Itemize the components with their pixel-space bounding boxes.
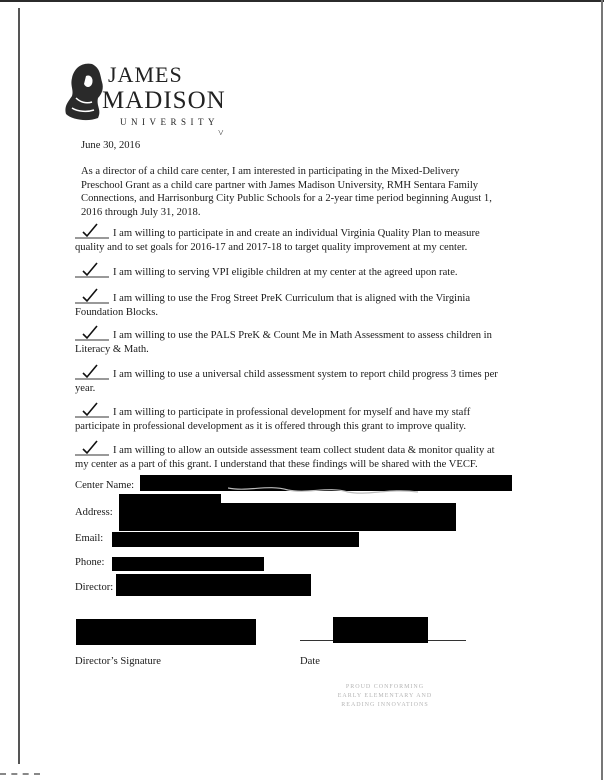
commitment-item-outside-assessment (75, 442, 495, 471)
date-redaction (333, 617, 428, 643)
commitment-item-quality-plan (75, 225, 480, 254)
footer-line: READING INNOVATIONS (341, 702, 429, 708)
footer-line: EARLY ELEMENTARY AND (337, 693, 433, 699)
stray-mark: ˅ (218, 128, 224, 139)
commitment-item-pals (75, 327, 492, 356)
letter-date: June 30, 2016 (81, 140, 141, 151)
checkmark-icon (75, 290, 113, 303)
item-text: quality and to set goals for 2016-17 and 2017-18 to target quality improvement at my center. (75, 241, 468, 253)
scan-top-edge (0, 0, 604, 2)
item-text: Foundation Blocks. (75, 306, 158, 318)
commitment-item-vpi (75, 264, 458, 280)
jmu-logo (62, 58, 226, 128)
date-label: Date (300, 656, 320, 667)
item-text: my center as a part of this grant. I understand that these findings will be shared with the VECF. (75, 458, 478, 470)
intro-line: Connections, and Harrisonburg City Public Schools for a 2-year time period beginning August 1, (81, 193, 492, 205)
signature-label: Director’s Signature (75, 656, 162, 667)
handwriting-scribble (228, 472, 468, 496)
item-text: I am willing to use the PALS PreK & Count Me in Math Assessment to assess children in (113, 330, 492, 341)
email-label: Email: (75, 533, 104, 544)
logo-university: UNIVERSITY (120, 117, 219, 127)
logo-james: JAMES (108, 62, 183, 87)
phone-redaction (112, 557, 264, 571)
item-text: I am willing to participate in professional development for myself and have my staff (113, 407, 471, 418)
item-text: year. (75, 382, 96, 394)
email-redaction (112, 532, 359, 547)
item-text: I am willing to allow an outside assessment team collect student data & monitor quality at (113, 445, 495, 456)
checkmark-icon (75, 264, 113, 277)
scan-bottom-marks (0, 773, 40, 777)
address-redaction (119, 503, 456, 531)
checkmark-icon (75, 327, 113, 340)
scan-left-edge (18, 8, 20, 764)
item-text: I am willing to use the Frog Street PreK Curriculum that is aligned with the Virginia (113, 293, 471, 304)
scan-right-edge (601, 0, 603, 780)
checkmark-icon (75, 404, 113, 417)
checkmark-icon (75, 442, 113, 455)
item-text: Literacy & Math. (75, 343, 149, 355)
intro-line: 2016 through July 31, 2018. (81, 206, 201, 218)
checkmark-icon (75, 366, 113, 379)
logo-madison: MADISON (102, 87, 226, 114)
commitment-item-professional-development (75, 404, 470, 433)
item-text: I am willing to participate in and create an individual Virginia Quality Plan to measure (113, 228, 480, 239)
director-redaction (116, 574, 311, 596)
center-name-label: Center Name: (75, 480, 135, 491)
intro-line: As a director of a child care center, I am interested in participating in the Mixed-Delivery (81, 166, 460, 177)
faint-footer-stamp (330, 683, 440, 710)
footer-line: PROUD CONFORMING (345, 684, 425, 690)
intro-paragraph (81, 165, 492, 219)
item-text: participate in professional development as it is offered through this grant to improve quality. (75, 420, 466, 432)
phone-label: Phone: (75, 557, 105, 568)
commitment-item-assessment (75, 366, 498, 395)
item-text: I am willing to serving VPI eligible children at my center at the agreed upon rate. (113, 267, 458, 278)
commitment-item-curriculum (75, 290, 470, 319)
director-label: Director: (75, 582, 114, 593)
checkmark-icon (75, 225, 113, 238)
address-label: Address: (75, 507, 113, 518)
intro-line: Preschool Grant as a child care partner with James Madison University, RMH Sentara Family (81, 179, 479, 191)
item-text: I am willing to use a universal child assessment system to report child progress 3 times per (113, 369, 498, 380)
signature-redaction (76, 619, 256, 645)
